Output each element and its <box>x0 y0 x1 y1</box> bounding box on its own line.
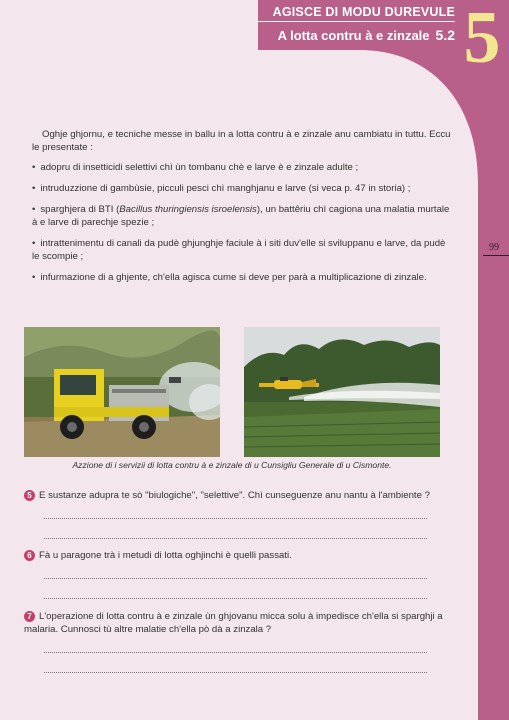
question-5 <box>24 489 454 502</box>
answer-line[interactable] <box>44 538 427 539</box>
list-item: • sparghjera di BTI (Bacillus thuringiensis isroelensis), un battêriu chì cagiona una malatia murtale à e larve di parechje spezie ; <box>32 204 450 228</box>
plane-spraying-photo <box>244 327 440 457</box>
page-number-rule <box>483 255 509 256</box>
question-number-badge: 6 <box>24 550 35 561</box>
list-item: • infurmazione di a ghjente, ch'ella agisca cume si deve per parà a multiplicazione di zinzale. <box>32 272 427 283</box>
truck-spraying-photo <box>24 327 220 457</box>
section-subtitle <box>250 27 455 43</box>
question-text: E sustanze adupra te sò "biulogiche", "selettive". Chì cunseguenze anu nantu à l'ambiente ? <box>39 490 430 501</box>
question-6 <box>24 549 454 562</box>
photo-caption: Azzione di i servizii di lotta contru à e zinzale di u Cunsigliu Generale di u Cismonte. <box>72 460 392 470</box>
species-name: Bacillus thuringiensis isroelensis <box>119 204 257 215</box>
bullet-dot: • <box>32 204 36 215</box>
list-item: • intruduzzione di gambùsie, picculi pesci chì manghjanu e larve (si veca p. 47 in storia) ; <box>32 183 411 194</box>
subtitle-text: A lotta contru à e zinzale <box>277 28 430 43</box>
question-number-badge: 7 <box>24 611 35 622</box>
question-7 <box>24 610 454 636</box>
answer-line[interactable] <box>44 672 427 673</box>
bullet-dot: • <box>32 162 36 173</box>
answer-line[interactable] <box>44 598 427 599</box>
answer-line[interactable] <box>44 652 427 653</box>
section-title: AGISCE DI MODU DUREVULE <box>272 5 455 19</box>
bullet-dot: • <box>32 183 36 194</box>
section-number: 5.2 <box>435 27 455 43</box>
chapter-number: 5 <box>463 0 501 79</box>
answer-line[interactable] <box>44 518 427 519</box>
bullet-dot: • <box>32 238 36 249</box>
question-text: Fà u paragone trà i metudi di lotta oghjinchi è quelli passati. <box>39 550 292 561</box>
list-item: • intrattenimentu di canali da pudè ghjunghje faciule à i siti duv'elle si sviluppanu e larve, da pudè le scompie ; <box>32 238 446 262</box>
technique-list <box>32 161 452 292</box>
list-item: • adopru di insetticidi selettivi chì ùn tombanu chè e larve è e zinzale adulte ; <box>32 162 359 173</box>
intro-paragraph: Oghje ghjornu, e tecniche messe in ballu in a lotta contru à e zinzale anu cambiatu in tuttu. Eccu le presentate : <box>32 129 451 153</box>
header-divider <box>258 21 455 22</box>
question-number-badge: 5 <box>24 490 35 501</box>
question-text: L'operazione di lotta contru à e zinzale ùn ghjovanu micca solu à impedisce ch'ella si sparghji a malaria. Cunnosci tù altre malatie ch'ella pò dà a zinzala ? <box>24 611 443 635</box>
bullet-dot: • <box>32 272 36 283</box>
page-number: 99 <box>489 242 499 253</box>
answer-line[interactable] <box>44 578 427 579</box>
